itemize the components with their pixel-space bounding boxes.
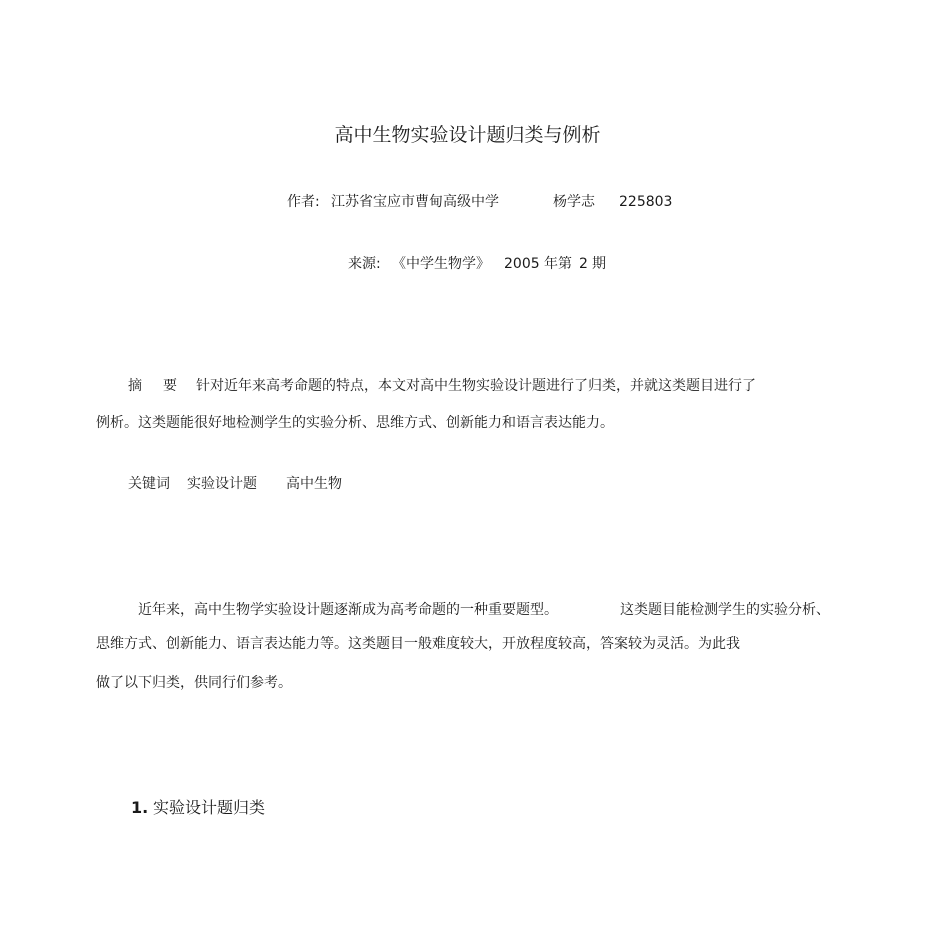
abstract-label-2: 要 (163, 378, 177, 394)
keyword-item: 高中生物 (286, 476, 342, 492)
source-label: 来源: (348, 256, 381, 272)
source-issue-num: 2 (579, 256, 588, 272)
keywords-label: 关键词 (128, 476, 170, 492)
author-postcode: 225803 (619, 194, 673, 210)
section-number: 1. (131, 798, 149, 817)
abstract-line-2: 例析。这类题能很好地检测学生的实验分析、思维方式、创新能力和语言表达能力。 (96, 415, 614, 431)
source-issue-text-1: 年第 (544, 256, 572, 272)
source-journal: 《中学生物学》 (392, 256, 490, 272)
abstract-line-1: 针对近年来高考命题的特点，本文对高中生物实验设计题进行了归类，并就这类题目进行了 (196, 378, 756, 394)
source-year: 2005 (504, 256, 540, 272)
source-issue-text-2: 期 (592, 256, 606, 272)
keyword-item: 实验设计题 (187, 476, 257, 492)
intro-line-1a: 近年来，高中生物学实验设计题逐渐成为高考命题的一种重要题型。 (138, 602, 558, 618)
document-title: 高中生物实验设计题归类与例析 (334, 124, 601, 146)
author-name: 杨学志 (553, 194, 595, 210)
intro-line-1b: 这类题目能检测学生的实验分析、 (620, 602, 830, 618)
intro-line-2: 思维方式、创新能力、语言表达能力等。这类题目一般难度较大，开放程度较高，答案较为灵活。为此我 (96, 636, 740, 652)
author-school: 江苏省宝应市曹甸高级中学 (331, 194, 499, 210)
section-title: 实验设计题归类 (153, 798, 266, 817)
author-label: 作者: (287, 194, 320, 210)
intro-line-3: 做了以下归类，供同行们参考。 (96, 675, 292, 691)
abstract-label-1: 摘 (128, 378, 142, 394)
